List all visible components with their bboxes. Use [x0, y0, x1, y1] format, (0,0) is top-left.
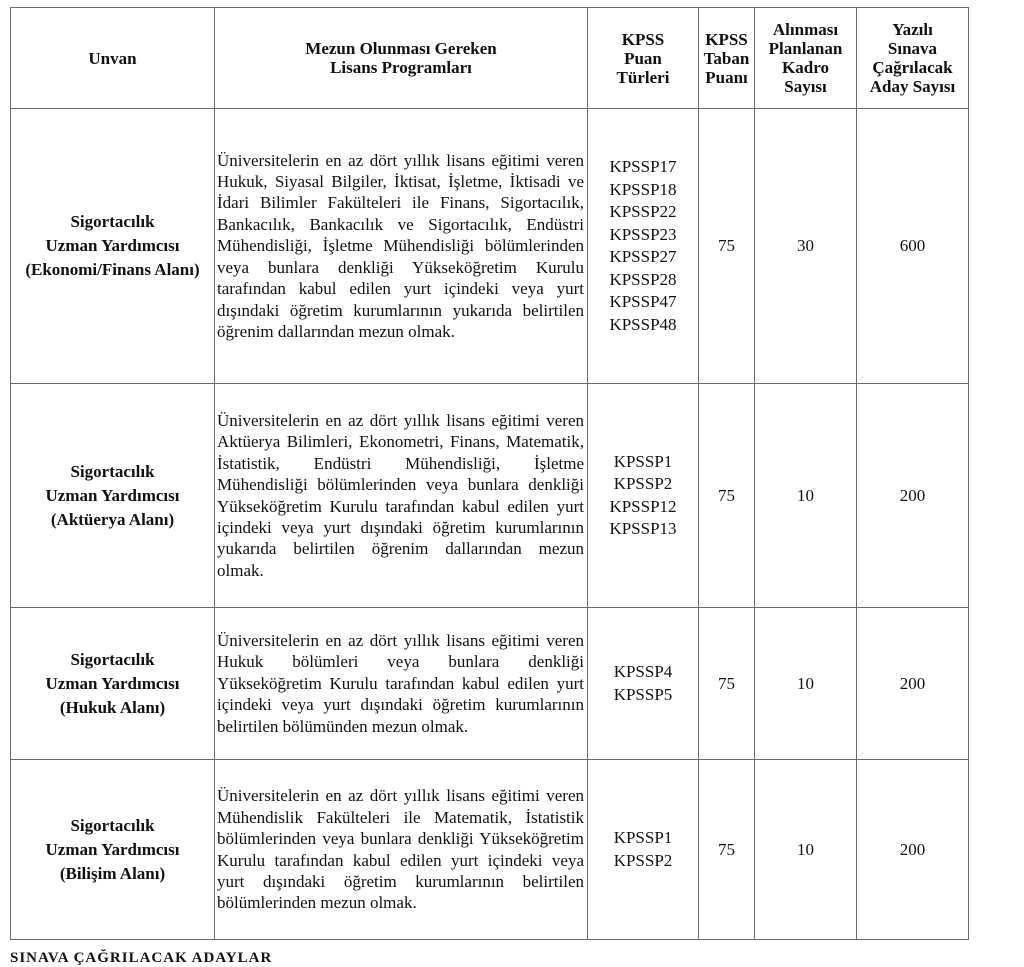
header-kadro-sayisi: Alınması Planlanan Kadro Sayısı	[755, 8, 857, 109]
unvan-cell: Sigortacılık Uzman Yardımcısı (Bilişim Alanı)	[11, 760, 215, 940]
kpss-code: KPSSP22	[609, 202, 677, 221]
table-row	[11, 608, 969, 760]
taban-puan: 75	[699, 760, 755, 940]
header-row	[11, 8, 969, 109]
kpss-code: KPSSP48	[609, 314, 677, 334]
table-row	[11, 384, 969, 608]
kpss-code: KPSSP12	[609, 496, 677, 516]
kpss-code: KPSSP47	[609, 292, 677, 311]
header-aday-sayisi: Yazılı Sınava Çağrılacak Aday Sayısı	[857, 8, 969, 109]
taban-puan: 75	[699, 384, 755, 608]
program-description: Üniversitelerin en az dört yıllık lisans eğitimi veren Mühendislik Fakülteleri ile Matematik, İstatistik bölümlerinden veya bunlara denkliği Yükseköğretim Kurulu tarafından kabul edilen yurt içindeki veya yurt dışındaki öğretim kurumlarının belirtilen bölümlerinden mezun olmak.	[215, 760, 588, 940]
aday-sayisi: 200	[857, 760, 969, 940]
taban-puan: 75	[699, 109, 755, 384]
program-description: Üniversitelerin en az dört yıllık lisans eğitimi veren Aktüerya Bilimleri, Ekonometri, Finans, Matematik, İstatistik, Endüstri Mühendisliği, İşletme Mühendisliği bölümlerinden veya bunlara denkliği Yükseköğretim Kurulu tarafından kabul edilen yurt içindeki veya yurt dışındaki öğretim kurumlarının yukarıda belirtilen öğrenim dallarından mezun olmak.	[215, 384, 588, 608]
kpss-code: KPSSP23	[609, 224, 677, 244]
kpss-code: KPSSP17	[609, 157, 677, 176]
aday-sayisi: 600	[857, 109, 969, 384]
table-row	[11, 760, 969, 940]
kpss-codes	[588, 384, 699, 608]
aday-sayisi: 200	[857, 608, 969, 760]
table-row	[11, 109, 969, 384]
unvan-cell: Sigortacılık Uzman Yardımcısı (Hukuk Alanı)	[11, 608, 215, 760]
program-description: Üniversitelerin en az dört yıllık lisans eğitimi veren Hukuk, Siyasal Bilgiler, İktisat, İşletme, İktisadi ve İdari Bilimler Fakülteleri ile Finans, Sigortacılık, Bankacılık, Bankacılık ve Sigortacılık, Endüstri Mühendisliği, İşletme Mühendisliği bölümlerinden veya bunlara denkliği Yükseköğretim Kurulu tarafından kabul edilen yurt içindeki veya yurt dışındaki öğretim kurumlarının yukarıda belirtilen öğrenim dallarından mezun olmak.	[215, 109, 588, 384]
kpss-codes	[588, 760, 699, 940]
header-kpss-puan-turleri: KPSS Puan Türleri	[588, 8, 699, 109]
kpss-code: KPSSP27	[609, 247, 677, 266]
kpss-code: KPSSP1	[613, 451, 673, 471]
program-description: Üniversitelerin en az dört yıllık lisans eğitimi veren Hukuk bölümleri veya bunlara denkliği Yükseköğretim Kurulu tarafından kabul edilen yurt içindeki veya yurt dışındaki öğretim kurumlarının belirtilen bölümünden mezun olmak.	[215, 608, 588, 760]
kpss-codes	[588, 608, 699, 760]
kpss-code: KPSSP2	[613, 474, 673, 493]
kpss-code: KPSSP18	[609, 179, 677, 199]
positions-table	[10, 7, 969, 940]
kadro-sayisi: 10	[755, 608, 857, 760]
kpss-code: KPSSP4	[613, 662, 673, 681]
unvan-cell: Sigortacılık Uzman Yardımcısı (Ekonomi/Finans Alanı)	[11, 109, 215, 384]
kpss-code: KPSSP2	[613, 850, 673, 870]
unvan-cell: Sigortacılık Uzman Yardımcısı (Aktüerya Alanı)	[11, 384, 215, 608]
kpss-code: KPSSP28	[609, 269, 677, 289]
header-lisans-programlari: Mezun Olunması Gereken Lisans Programları	[215, 8, 588, 109]
kadro-sayisi: 30	[755, 109, 857, 384]
aday-sayisi: 200	[857, 384, 969, 608]
header-unvan: Unvan	[11, 8, 215, 109]
kpss-code: KPSSP1	[613, 828, 673, 847]
kadro-sayisi: 10	[755, 760, 857, 940]
header-kpss-taban-puani: KPSS Taban Puanı	[699, 8, 755, 109]
kadro-sayisi: 10	[755, 384, 857, 608]
taban-puan: 75	[699, 608, 755, 760]
kpss-code: KPSSP5	[613, 684, 673, 704]
kpss-codes	[588, 109, 699, 384]
kpss-code: KPSSP13	[609, 519, 677, 538]
section-heading-cutoff: SINAVA ÇAĞRILACAK ADAYLAR	[10, 950, 273, 966]
